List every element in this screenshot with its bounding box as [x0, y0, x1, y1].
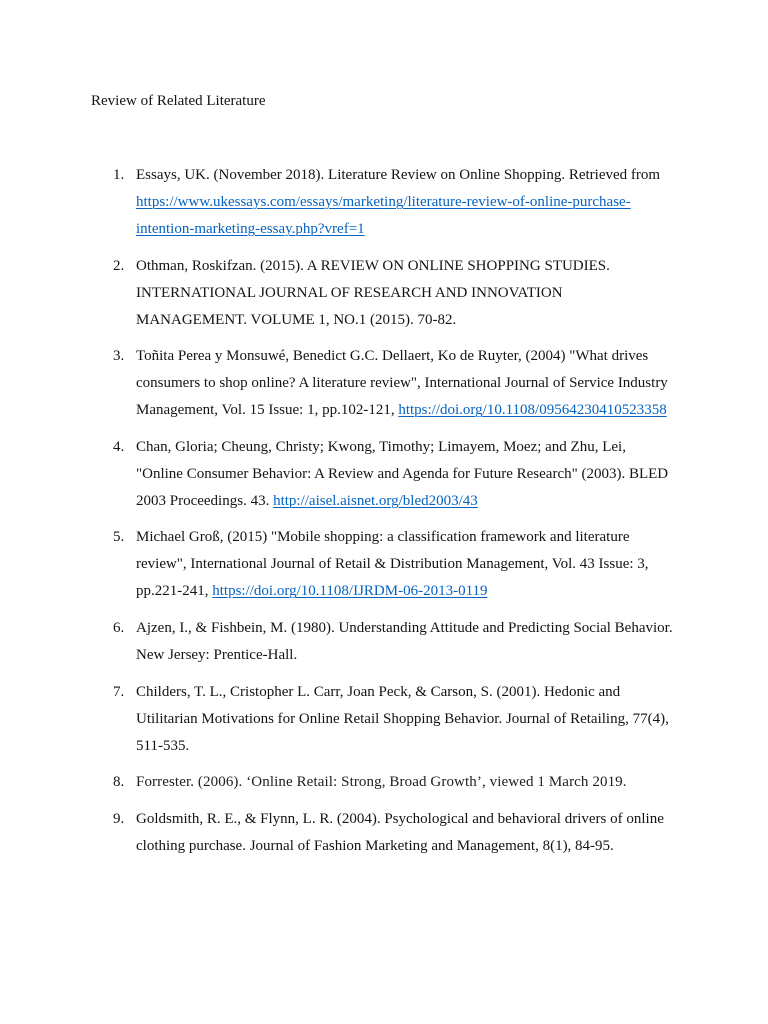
- reference-item-7: [113, 679, 696, 760]
- reference-line: [136, 434, 696, 461]
- reference-item-6: [113, 615, 696, 669]
- reference-line: [136, 806, 696, 833]
- reference-number: 7.: [113, 683, 125, 700]
- reference-item-4: [113, 434, 696, 515]
- reference-text: 2003 Proceedings. 43.: [136, 492, 274, 509]
- reference-line: [136, 370, 696, 397]
- reference-text: Childers, T. L., Cristopher L. Carr, Joan Peck, & Carson, S. (2001). Hedonic and: [136, 683, 621, 700]
- reference-line: [136, 461, 696, 488]
- reference-number: 2.: [113, 257, 125, 274]
- reference-text: MANAGEMENT. VOLUME 1, NO.1 (2015). 70-82.: [136, 311, 457, 328]
- reference-number: 9.: [113, 810, 125, 827]
- reference-item-3: [113, 343, 696, 424]
- reference-text: Othman, Roskifzan. (2015). A REVIEW ON ONLINE SHOPPING STUDIES.: [136, 257, 610, 274]
- reference-line: [136, 833, 696, 860]
- reference-text: Forrester. (2006). ‘Online Retail: Strong, Broad Growth’, viewed 1 March 2019.: [136, 774, 627, 791]
- reference-item-1: [113, 162, 696, 243]
- reference-line: [136, 769, 696, 796]
- reference-line: [136, 615, 696, 642]
- reference-text: Ajzen, I., & Fishbein, M. (1980). Understanding Attitude and Predicting Social Behavior.: [136, 619, 673, 636]
- reference-text: "Online Consumer Behavior: A Review and Agenda for Future Research" (2003). BLED: [136, 465, 669, 482]
- reference-link[interactable]: intention-marketing-essay.php?vref=1: [136, 221, 365, 237]
- reference-line: [136, 253, 696, 280]
- reference-line: [136, 733, 696, 760]
- reference-text: Essays, UK. (November 2018). Literature Review on Online Shopping. Retrieved from: [136, 167, 661, 183]
- reference-link[interactable]: http://aisel.aisnet.org/bled2003/43: [273, 492, 478, 509]
- reference-line: [136, 679, 696, 706]
- reference-line: [136, 551, 696, 578]
- reference-line: [136, 189, 696, 216]
- reference-number: 3.: [113, 348, 125, 365]
- reference-text: consumers to shop online? A literature review", International Journal of Service Industry: [136, 375, 668, 392]
- reference-line: [136, 642, 696, 669]
- reference-line: [136, 307, 696, 334]
- reference-text: 511-535.: [136, 737, 190, 754]
- reference-text: Goldsmith, R. E., & Flynn, L. R. (2004). Psychological and behavioral drivers of online: [136, 810, 664, 827]
- reference-line: [136, 397, 696, 424]
- reference-line: [136, 162, 696, 189]
- document-heading: Review of Related Literature: [91, 93, 266, 109]
- reference-text: clothing purchase. Journal of Fashion Marketing and Management, 8(1), 84-95.: [136, 837, 614, 854]
- reference-number: 4.: [113, 438, 125, 455]
- reference-text: pp.221-241,: [136, 583, 213, 600]
- reference-number: 6.: [113, 619, 125, 636]
- reference-text: Toñita Perea y Monsuwé, Benedict G.C. Dellaert, Ko de Ruyter, (2004) "What drives: [136, 348, 649, 365]
- reference-line: [136, 280, 696, 307]
- reference-list: [113, 162, 696, 869]
- reference-line: [136, 488, 696, 515]
- reference-number: 5.: [113, 529, 125, 546]
- reference-text: Chan, Gloria; Cheung, Christy; Kwong, Timothy; Limayem, Moez; and Zhu, Lei,: [136, 438, 626, 455]
- reference-item-5: [113, 524, 696, 605]
- reference-text: review", International Journal of Retail & Distribution Management, Vol. 43 Issue: 3,: [136, 556, 649, 573]
- reference-item-2: [113, 253, 696, 334]
- reference-link[interactable]: https://www.ukessays.com/essays/marketing/literature-review-of-online-purchase-: [136, 194, 631, 210]
- reference-line: [136, 343, 696, 370]
- reference-link[interactable]: https://doi.org/10.1108/IJRDM-06-2013-0119: [212, 583, 488, 600]
- reference-item-9: [113, 806, 696, 860]
- reference-text: Michael Groß, (2015) "Mobile shopping: a classification framework and literature: [136, 529, 630, 546]
- reference-link[interactable]: https://doi.org/10.1108/09564230410523358: [398, 402, 667, 419]
- reference-text: New Jersey: Prentice-Hall.: [136, 646, 298, 663]
- reference-item-8: [113, 769, 696, 796]
- reference-number: 8.: [113, 774, 125, 791]
- reference-text: Utilitarian Motivations for Online Retail Shopping Behavior. Journal of Retailing, 77(4),: [136, 710, 669, 727]
- reference-line: [136, 706, 696, 733]
- reference-line: [136, 216, 696, 243]
- reference-text: INTERNATIONAL JOURNAL OF RESEARCH AND INNOVATION: [136, 284, 563, 301]
- reference-line: [136, 578, 696, 605]
- reference-line: [136, 524, 696, 551]
- reference-text: Management, Vol. 15 Issue: 1, pp.102-121,: [136, 402, 399, 419]
- reference-number: 1.: [113, 167, 125, 183]
